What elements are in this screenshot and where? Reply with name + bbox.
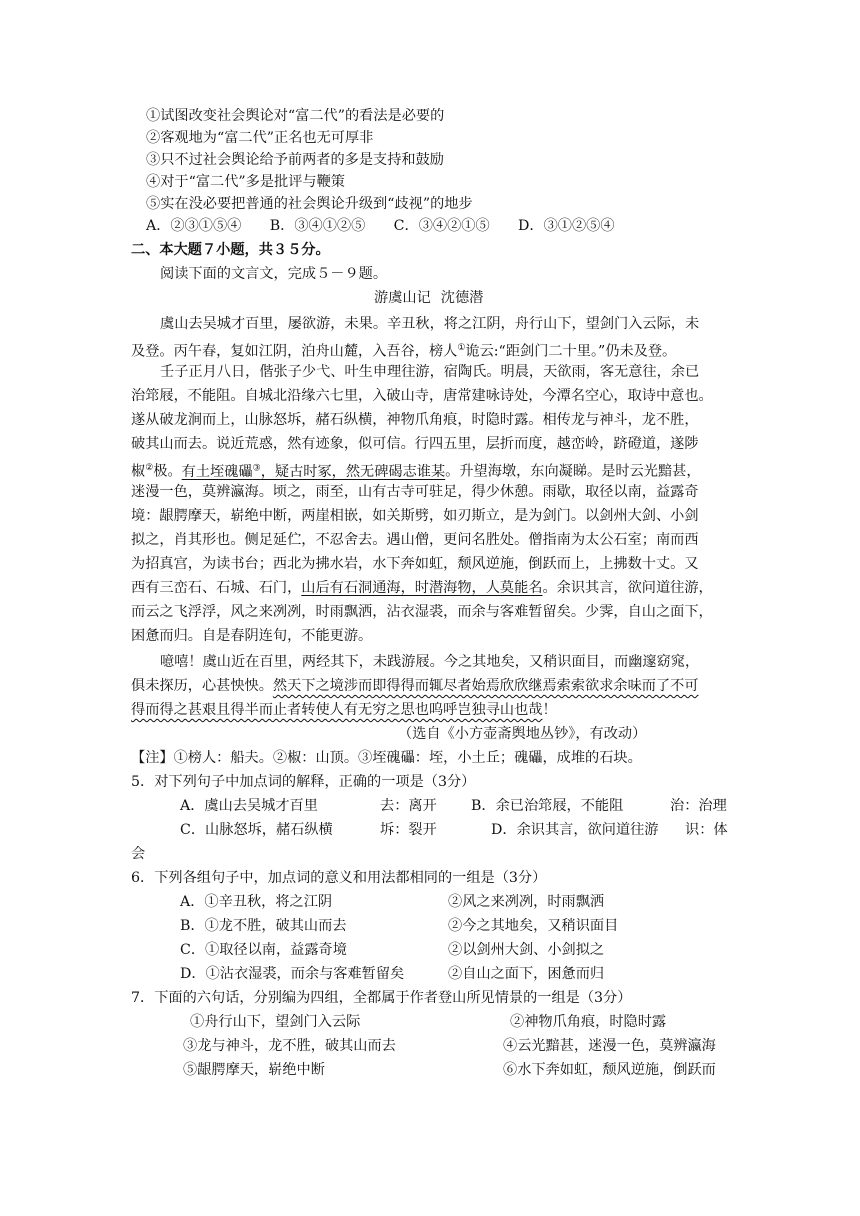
section-instruction: 阅读下面的文言文，完成５－９题。 (160, 266, 388, 282)
q5-option-b-gloss: 治：治理 (670, 798, 727, 814)
passage-line: 困惫而归。自是春阴连旬，不能更游。 (131, 628, 373, 644)
passage-text: 椒 (131, 463, 146, 480)
q5-option-d-wrap: 会 (131, 846, 146, 862)
question-6-stem: 6．下列各组句子中，加点词的意义和用法都相同的一组是（3分） (131, 870, 547, 886)
passage-line (131, 676, 699, 697)
q6-option-c-1: C．①取径以南，益露奇境 (180, 942, 347, 958)
passage-text: 诡云:“距剑门二十里。”仍未及登。 (465, 343, 677, 360)
passage-line: 破其山而去。说近荒惑，然有迹象，似可信。行四五里，层折而度，越峦岭，跻磴道，遂陟 (131, 436, 699, 452)
option-2: ②客观地为“富二代”正名也无可厚非 (146, 130, 374, 146)
q5-option-a: A．虞山去吴城才百里 (180, 798, 318, 814)
option-3: ③只不过社会舆论给予前两者的多是支持和鼓励 (146, 152, 444, 168)
passage-line: 拟之，肖其形也。侧足延伫，不忍舍去。遇山僧，更问名胜处。僧指南为太公石室；南而西 (131, 532, 699, 548)
passage-text: 西有三峦石、石城、石门， (131, 580, 302, 596)
q5-option-c-gloss: 坼：裂开 (380, 822, 437, 838)
note-marker: ① (457, 343, 466, 353)
question-7-stem: 7．下面的六句话，分别编为四组，全都属于作者登山所见情景的一组是（3分） (131, 990, 632, 1006)
passage-line (131, 338, 676, 363)
passage-line: 虞山去吴城才百里，屡欲游，未果。辛丑秋，将之江阴，舟行山下，望剑门入云际，未 (160, 316, 700, 332)
passage-line: 迷漫一色，莫辨瀛海。顷之，雨至，山有古寺可驻足，得少休憩。雨歇，取径以南，益露奇 (131, 484, 699, 500)
q7-sentence-2: ②神物爪角痕，时隐时露 (510, 1014, 667, 1030)
passage-text: 极。 (153, 463, 182, 480)
q7-sentence-4: ④云光黯甚，迷漫一色，莫辨瀛海 (503, 1038, 716, 1054)
q6-option-a-2: ②风之来冽冽，时雨飘洒 (448, 894, 605, 910)
passage-line (131, 578, 713, 599)
q7-sentence-1: ①舟行山下，望剑门入云际 (190, 1014, 361, 1030)
passage-line: 壬子正月八日，偕张子少弋、叶生申理往游，宿陶氏。明晨，天欲雨，客无意往，余已 (160, 364, 700, 380)
question-5-stem: 5．对下列句子中加点词的解释，正确的一项是（3分） (131, 774, 476, 790)
passage-line: 遂从破龙涧而上，山脉怒坼，赭石纵横，神物爪角痕，时隐时露。相传龙与神斗，龙不胜， (131, 412, 699, 428)
passage-author: 沈德潜 (440, 290, 484, 306)
note-marker: ② (145, 463, 154, 473)
q6-option-b-1: B．①龙不胜，破其山而去 (180, 918, 347, 934)
q6-option-b-2: ②今之其地矣，又稍识面目 (448, 918, 619, 934)
underlined-sentence: 山后有石洞通海，时潜海物，人莫能名 (301, 580, 543, 596)
passage-line: 境：龈腭摩天，崭绝中断，两崖相嵌，如关斯劈，如刃斯立，是为剑门。以剑州大剑、小剑 (131, 508, 699, 524)
q5-option-d-gloss: 识：体 (685, 822, 728, 838)
passage-title-text: 游虞山记 (374, 290, 431, 306)
passage-line: 为招真宫，为读书台；西北为拂水岩，水下奔如虹，颓风逆施，倒跃而上，上拂数十丈。又 (131, 556, 699, 572)
option-5: ⑤实在没必要把普通的社会舆论升级到“歧视”的地步 (146, 196, 473, 212)
q6-option-c-2: ②以剑州大剑、小剑拟之 (448, 942, 605, 958)
q5-option-b: B．余已治筇屐，不能阻 (471, 798, 624, 814)
q7-sentence-3: ③龙与神斗，龙不胜，破其山而去 (183, 1038, 396, 1054)
passage-line: 噫嘻！虞山近在百里，两经其下，未践游屐。今之其地矣，又稍识面目，而幽邃窈窕， (160, 654, 700, 670)
passage-text: ！ (542, 702, 557, 718)
q5-option-c: C．山脉怒坼，赭石纵横 (180, 822, 333, 838)
passage-line (131, 700, 557, 721)
q5-option-a-gloss: 去：离开 (380, 798, 437, 814)
underlined-sentence: ，疑古时冢，然无碑碣志谁某 (260, 463, 446, 480)
passage-title (374, 288, 483, 309)
option-4: ④对于“富二代”多是批评与鞭策 (146, 174, 345, 190)
wavy-underlined-sentence: 然天下之境涉而即得得而辄尽者始焉欣欣继焉索索欲求余味而了不可 (272, 678, 699, 694)
passage-line: 治筇屐，不能阻。自城北沿缘六七里，入破山寺，唐常建咏诗处，今潭名空心，取诗中意也。 (131, 388, 713, 404)
answer-choices: A．②③①⑤④ B．③④①②⑤ C．③④②①⑤ D．③①②⑤④ (146, 218, 615, 234)
notes: 【注】①榜人：船夫。②椒：山顶。③垤磈礧：垤，小土丘；磈礧，成堆的石块。 (131, 750, 642, 766)
section-heading: 二、本大题７小题，共３５分。 (131, 242, 330, 258)
passage-text: 。余识其言，欲问道往游， (542, 580, 713, 596)
passage-line: 而云之飞浮浮，风之来冽冽，时雨飘洒，沾衣湿裘，而余与客难暂留矣。少霁，自山之面下， (131, 604, 713, 620)
passage-line (131, 458, 701, 483)
passage-text: 。升望海墩，东向凝睇。是时云光黯甚， (445, 463, 701, 480)
passage-text: 及登。丙午春，复如江阴，泊舟山麓，入吾谷，榜人 (131, 343, 458, 360)
q6-option-d-1: D．①沾衣湿裘，而余与客难暂留矣 (180, 966, 405, 982)
note-marker: ③ (252, 463, 261, 473)
q6-option-d-2: ②自山之面下，困惫而归 (448, 966, 605, 982)
q7-sentence-6: ⑥水下奔如虹，颓风逆施，倒跃而 (503, 1062, 716, 1078)
underlined-sentence: 有土垤磈礧 (181, 463, 253, 480)
passage-text: 俱未探历，心甚怏怏。 (131, 678, 273, 694)
wavy-underlined-sentence: 得而得之甚艰且得半而止者转使人有无穷之思也呜呼岂独寻山也哉 (131, 702, 543, 718)
passage-source: （选自《小方壶斋舆地丛钞》，有改动） (398, 726, 647, 742)
q6-option-a-1: A．①辛丑秋，将之江阴 (180, 894, 333, 910)
q5-option-d: D．余识其言，欲问道往游 (491, 822, 659, 838)
option-1: ①试图改变社会舆论对“富二代”的看法是必要的 (146, 108, 445, 124)
q7-sentence-5: ⑤龈腭摩天，崭绝中断 (183, 1062, 325, 1078)
